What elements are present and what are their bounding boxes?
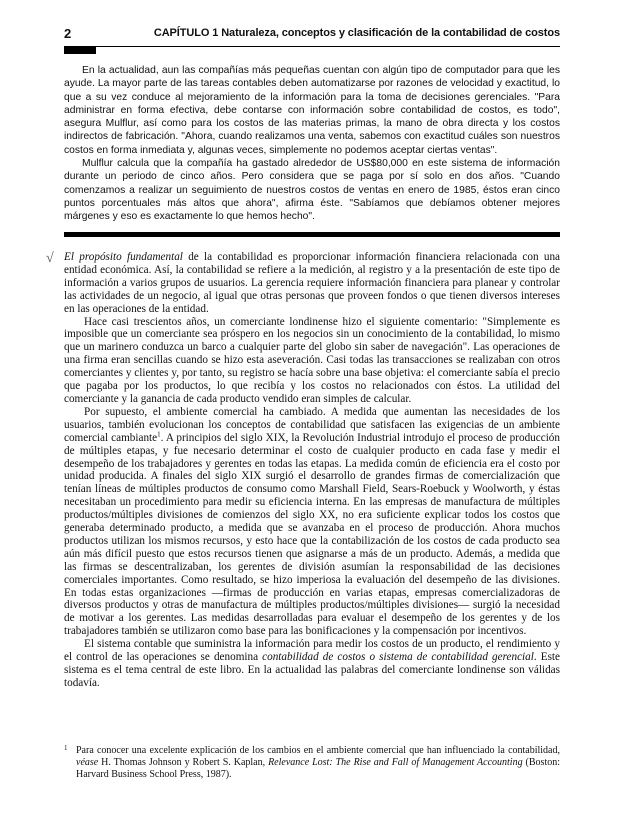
header-rule — [64, 46, 560, 47]
body-paragraph-3 — [64, 406, 560, 638]
body-text: . Este sistema es el tema central de este libro. En la actualidad las palabras del comerciante londinense son válidas todavía. — [64, 651, 560, 689]
footnote-marker: 1 — [64, 744, 68, 752]
footnote — [64, 745, 560, 781]
margin-check-mark: √ — [46, 251, 54, 266]
body-paragraph-1 — [64, 251, 560, 316]
key-term: contabilidad de costos o sistema de contabilidad gerencial — [262, 651, 534, 664]
header-rule-block — [64, 47, 96, 54]
boxed-paragraph-1: En la actualidad, aun las compañías más pequeñas cuentan con algún tipo de computador para que les ayude. La mayor parte de las tareas contables deben automatizarse por razones de velocidad y exactitud, lo que a su vez conduce al mejoramiento de la información para la toma de decisiones gerenciales. "Para administrar en forma efectiva, debe contarse con información sobre contabilidad de costos, es todo", asegura Mulflur, así como para los costos de las materias primas, la mano de obra directa y los costos indirectos de fabricación. "Ahora, cuando realizamos una venta, sabemos con exactitud cuáles son nuestros costos en forma inmediata y, algunas veces, simplemente no podemos aceptar ciertas ventas". — [64, 65, 560, 156]
page-number: 2 — [64, 26, 72, 41]
body-text: . A principios del siglo XIX, la Revolución Industrial introdujo el proceso de producción de múltiples etapas, y fue necesario determinar el costo de cualquier producto en cada fase y medir el desempeño de los trabajadores y gerentes en todas las etapas. La medida común de eficiencia era el costo por unidad producida. A finales del siglo XIX surgió el desarrollo de grandes firmas de comercialización que tenían líneas de múltiples productos de consumo como Marshall Field, Sears-Roebuck y Woolworth, y éstas necesitaban un procedimiento para medir su eficiencia interna. En las empresas de manufactura de múltiples productos/múltiples divisiones de comienzos del siglo XX, no era suficiente explicar todos los costos que generaba determinado producto, a medida que se avanzaba en el proceso de producción. Ahora muchos productos utilizan los mismos recursos, y esto hace que la contabilización de los costos de cada producto sea aún más difícil puesto que estos recursos tienen que asignarse a más de un producto. Además, a medida que las firmas se descentralizaban, los gerentes de división asumían la responsabilidad de las decisiones comerciales importantes. Como resultado, se hizo imperiosa la evaluación del desempeño de las divisiones. En todas estas organizaciones —firmas de producción en varias etapas, empresas comercializadoras de diversos productos y otras de manufactura de múltiples productos/múltiples divisiones— surgió la necesidad de motivar a los gerentes. Las medidas desarrolladas para evaluar el desempeño de los gerentes y de los trabajadores también se utilizaron como base para las bonificaciones y la compensación por incentivos. — [64, 431, 560, 638]
section-divider-rule — [64, 232, 560, 237]
body-text: Por supuesto, el ambiente comercial ha cambiado. A medida que aumentan las necesidades de los usuarios, también evolucionan los conceptos de contabilidad que satisfacen las exigencias de un ambiente comercial cambiante — [64, 405, 560, 444]
main-body-text — [64, 251, 560, 690]
page-header — [64, 26, 560, 44]
boxed-paragraph-2: Mulflur calcula que la compañía ha gastado alrededor de US$80,000 en este sistema de información durante un periodo de cinco años. Pero considera que se paga por sí solo en dos años. "Cuando comenzamos a realizar un seguimiento de nuestros costos de ventas en enero de 1985, éstos eran cinco puntos porcentuales más altos que ahora", afirma éste. "Sabíamos que debíamos obtener mejores márgenes y eso es exactamente lo que hemos hecho". — [64, 158, 560, 223]
footnote-vease: véase — [76, 757, 99, 768]
boxed-sidebar-text — [64, 64, 560, 224]
body-text: de la contabilidad es proporcionar información financiera relacionada con una entidad económica. Así, la contabilidad se refiere a la medición, al registro y a la presentación de este tipo de información a varios grupos de usuarios. La gerencia requiere información financiera para planear y controlar las actividades de un negocio, al igual que otras personas que proveen fondos o que tienen diversos intereses en las operaciones de la entidad. — [64, 251, 561, 315]
key-term: El propósito fundamental — [64, 251, 183, 263]
body-paragraph-4 — [64, 638, 560, 690]
footnote-text: 1 Para conocer una excelente explicación de los cambios en el ambiente comercial que han influenciado la contabilidad, véase H. Thomas Johnson y Robert S. Kaplan, Relevance Lost: The Rise and Fall of Management Accounting (Boston: Harvard Business School Press, 1987). — [64, 744, 560, 780]
running-head: CAPÍTULO 1 Naturaleza, conceptos y clasificación de la contabilidad de costos — [153, 27, 560, 39]
book-title: Relevance Lost: The Rise and Fall of Management Accounting — [268, 757, 523, 768]
body-paragraph-2: Hace casi trescientos años, un comerciante londinense hizo el siguiente comentario: "Simplemente es imposible que un comerciante sea próspero en los negocios sin un conocimiento de la contabilidad, lo mismo que un marinero conduzca un barco a cualquier parte del globo sin saber de navegación". Las operaciones de una firma eran sencillas cuando se hizo esta aseveración. Casi todas las transacciones se realizaban con otros comerciantes y clientes y, por tanto, su registro se hacía sobre una base objetiva: el comerciante sabía el precio que pagaba por los productos, lo que recibía y los costos no relacionados con éstos. La utilidad del comerciante y la ganancia de cada producto vendido eran simples de calcular. — [64, 315, 560, 405]
body-text: El sistema contable que suministra la información para medir los costos de un producto, el rendimiento y el control de las operaciones se denomina — [64, 638, 560, 664]
footnote-reference[interactable]: 1 — [157, 429, 161, 438]
